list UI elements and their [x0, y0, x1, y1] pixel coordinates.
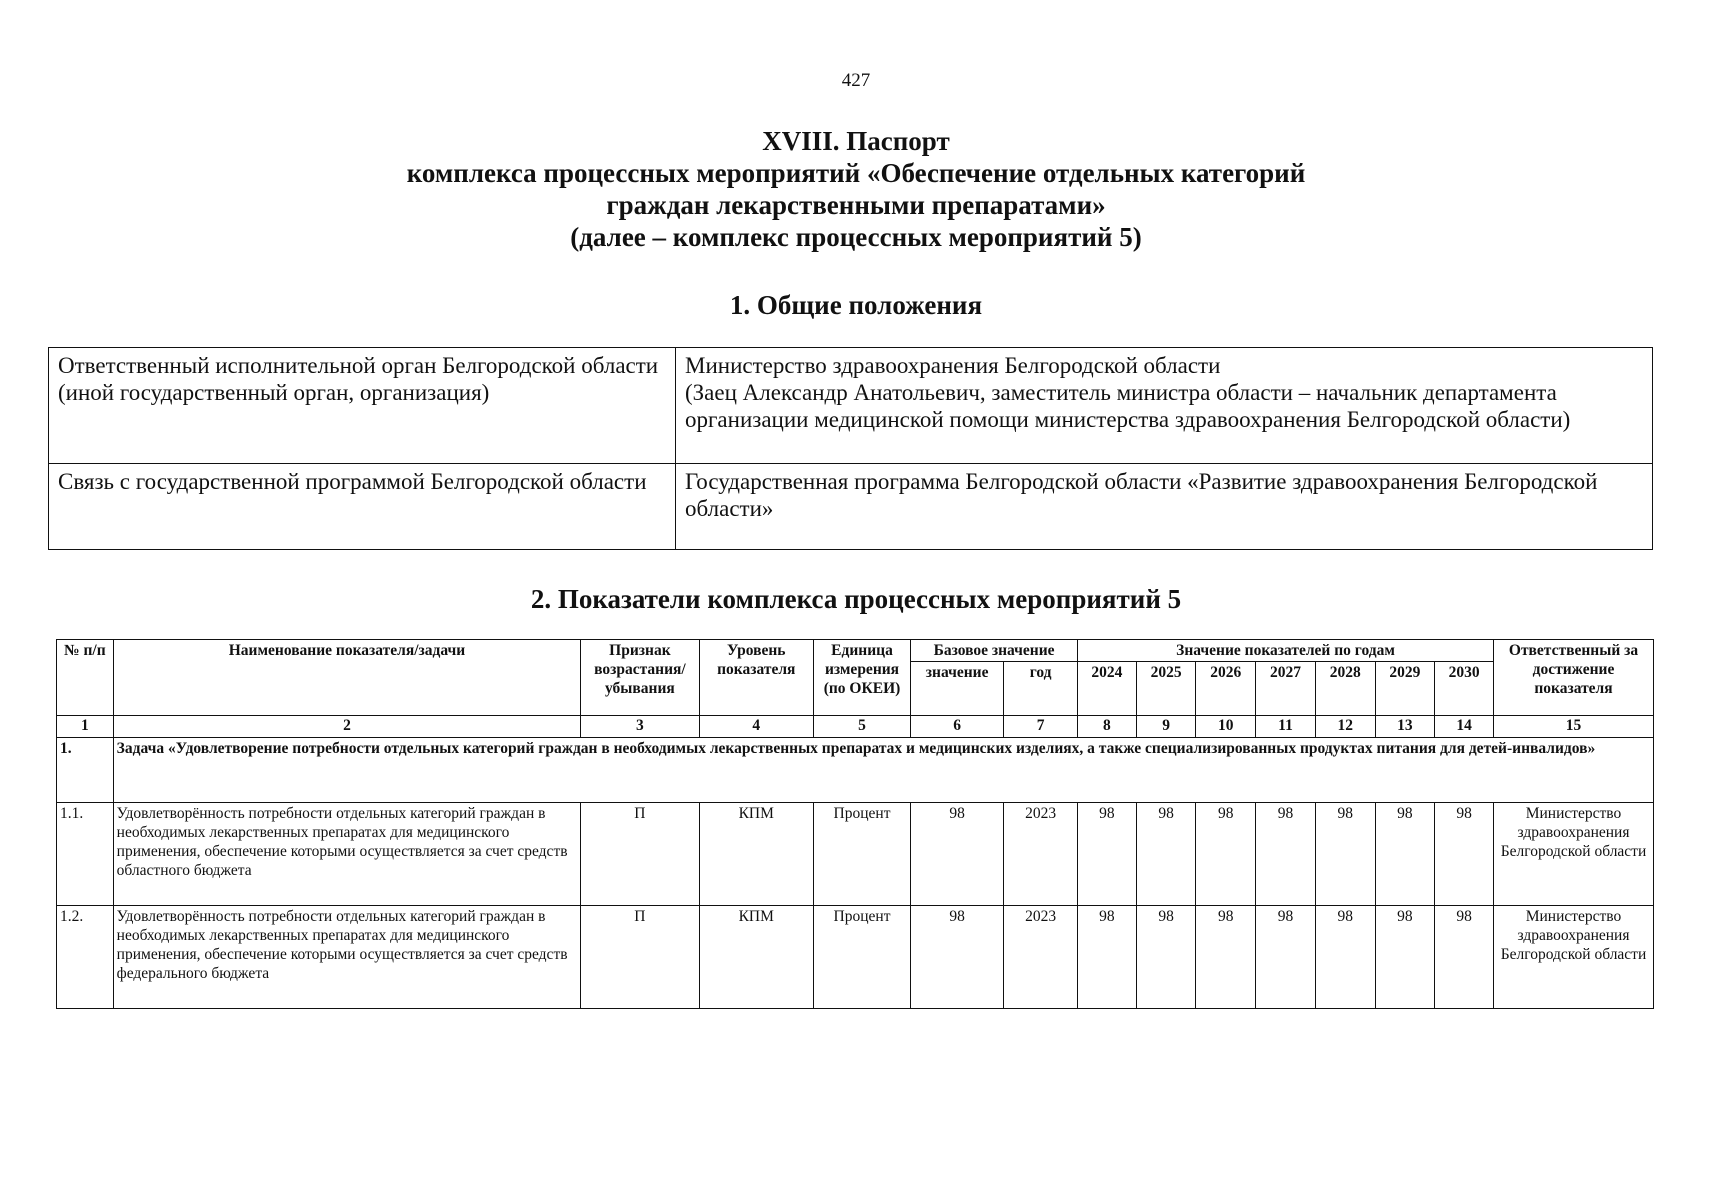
- indicator-unit: Процент: [813, 803, 910, 906]
- program-link-label: Связь с государственной программой Белгородской области: [49, 464, 676, 550]
- document-title: [0, 125, 1712, 253]
- column-number: 5: [813, 716, 910, 738]
- year-value: 98: [1136, 906, 1196, 1009]
- column-number: 4: [699, 716, 813, 738]
- column-number: 13: [1375, 716, 1435, 738]
- table-row: [57, 906, 1654, 1009]
- year-value: 98: [1256, 906, 1316, 1009]
- column-number: 14: [1435, 716, 1494, 738]
- column-number: 6: [911, 716, 1004, 738]
- header-year: 2026: [1196, 662, 1256, 716]
- header-year: 2028: [1315, 662, 1375, 716]
- indicator-unit: Процент: [813, 906, 910, 1009]
- responsible-body-label: Ответственный исполнительной орган Белгородской области (иной государственный орган, организация): [49, 348, 676, 464]
- section-2-heading: 2. Показатели комплекса процессных мероприятий 5: [530, 584, 1182, 614]
- header-year: 2024: [1078, 662, 1137, 716]
- title-line-4: (далее – комплекс процессных мероприятий 5): [570, 222, 1142, 252]
- responsible-org: Министерство здравоохранения Белгородской области: [1494, 906, 1654, 1009]
- task-row: [57, 738, 1654, 803]
- general-provisions-table: [48, 347, 1653, 550]
- column-number: 11: [1256, 716, 1316, 738]
- indicator-level: КПМ: [699, 906, 813, 1009]
- title-line-2: комплекса процессных мероприятий «Обеспечение отдельных категорий: [406, 158, 1306, 188]
- header-unit: Единица измерения (по ОКЕИ): [813, 640, 910, 716]
- column-number: 7: [1004, 716, 1078, 738]
- year-value: 98: [1078, 803, 1137, 906]
- header-name: Наименование показателя/задачи: [113, 640, 581, 716]
- year-value: 98: [1196, 906, 1256, 1009]
- year-value: 98: [1136, 803, 1196, 906]
- column-number: 8: [1078, 716, 1137, 738]
- indicators-table: [56, 639, 1654, 1009]
- indicator-level: КПМ: [699, 803, 813, 906]
- header-year: 2027: [1256, 662, 1316, 716]
- column-number: 15: [1494, 716, 1654, 738]
- section-1-heading: 1. Общие положения: [729, 290, 983, 320]
- header-year: 2029: [1375, 662, 1435, 716]
- year-value: 98: [1196, 803, 1256, 906]
- column-number: 3: [581, 716, 699, 738]
- year-value: 98: [1315, 906, 1375, 1009]
- ministry-name: Министерство здравоохранения Белгородской области: [685, 353, 1221, 378]
- column-number: 2: [113, 716, 581, 738]
- header-num: № п/п: [57, 640, 114, 716]
- header-row: [57, 640, 1654, 662]
- program-link-value: Государственная программа Белгородской области «Развитие здравоохранения Белгородской области»: [676, 464, 1653, 550]
- header-years-group: Значение показателей по годам: [1078, 640, 1494, 662]
- responsible-body-value: [676, 348, 1653, 464]
- task-num: 1.: [57, 738, 114, 803]
- page-number: 427: [841, 70, 871, 91]
- column-number: 9: [1136, 716, 1196, 738]
- table-row: [49, 348, 1653, 464]
- column-number: 10: [1196, 716, 1256, 738]
- year-value: 98: [1315, 803, 1375, 906]
- header-sign: Признак возрастания/ убывания: [581, 640, 699, 716]
- column-numbers-row: [57, 716, 1654, 738]
- table-row: [49, 464, 1653, 550]
- year-value: 98: [1375, 803, 1435, 906]
- header-responsible: Ответственный за достижение показателя: [1494, 640, 1654, 716]
- header-level: Уровень показателя: [699, 640, 813, 716]
- base-value: 98: [911, 803, 1004, 906]
- header-base-year: год: [1004, 662, 1078, 716]
- indicator-name: Удовлетворённость потребности отдельных категорий граждан в необходимых лекарственных препаратах для медицинского применения, обеспечение которыми осуществляется за счет средств федерального бюджета: [113, 906, 581, 1009]
- year-value: 98: [1078, 906, 1137, 1009]
- header-base-value: значение: [911, 662, 1004, 716]
- base-year: 2023: [1004, 906, 1078, 1009]
- indicator-name: Удовлетворённость потребности отдельных категорий граждан в необходимых лекарственных препаратах для медицинского применения, обеспечение которыми осуществляется за счет средств областного бюджета: [113, 803, 581, 906]
- responsible-person: (Заец Александр Анатольевич, заместитель министра области – начальник департамента организации медицинской помощи министерства здравоохранения Белгородской области): [685, 380, 1571, 432]
- header-base: Базовое значение: [911, 640, 1078, 662]
- row-num: 1.2.: [57, 906, 114, 1009]
- task-text: Задача «Удовлетворение потребности отдельных категорий граждан в необходимых лекарственных препаратах и медицинских изделиях, а также специализированных продуктах питания для детей-инвалидов»: [113, 738, 1653, 803]
- title-line-1: XVIII. Паспорт: [762, 126, 950, 156]
- table-row: [57, 803, 1654, 906]
- header-year: 2030: [1435, 662, 1494, 716]
- base-value: 98: [911, 906, 1004, 1009]
- base-year: 2023: [1004, 803, 1078, 906]
- row-num: 1.1.: [57, 803, 114, 906]
- indicator-sign: П: [581, 906, 699, 1009]
- year-value: 98: [1375, 906, 1435, 1009]
- year-value: 98: [1256, 803, 1316, 906]
- column-number: 12: [1315, 716, 1375, 738]
- responsible-org: Министерство здравоохранения Белгородской области: [1494, 803, 1654, 906]
- year-value: 98: [1435, 803, 1494, 906]
- indicator-sign: П: [581, 803, 699, 906]
- header-year: 2025: [1136, 662, 1196, 716]
- title-line-3: граждан лекарственными препаратами»: [606, 190, 1106, 220]
- column-number: 1: [57, 716, 114, 738]
- year-value: 98: [1435, 906, 1494, 1009]
